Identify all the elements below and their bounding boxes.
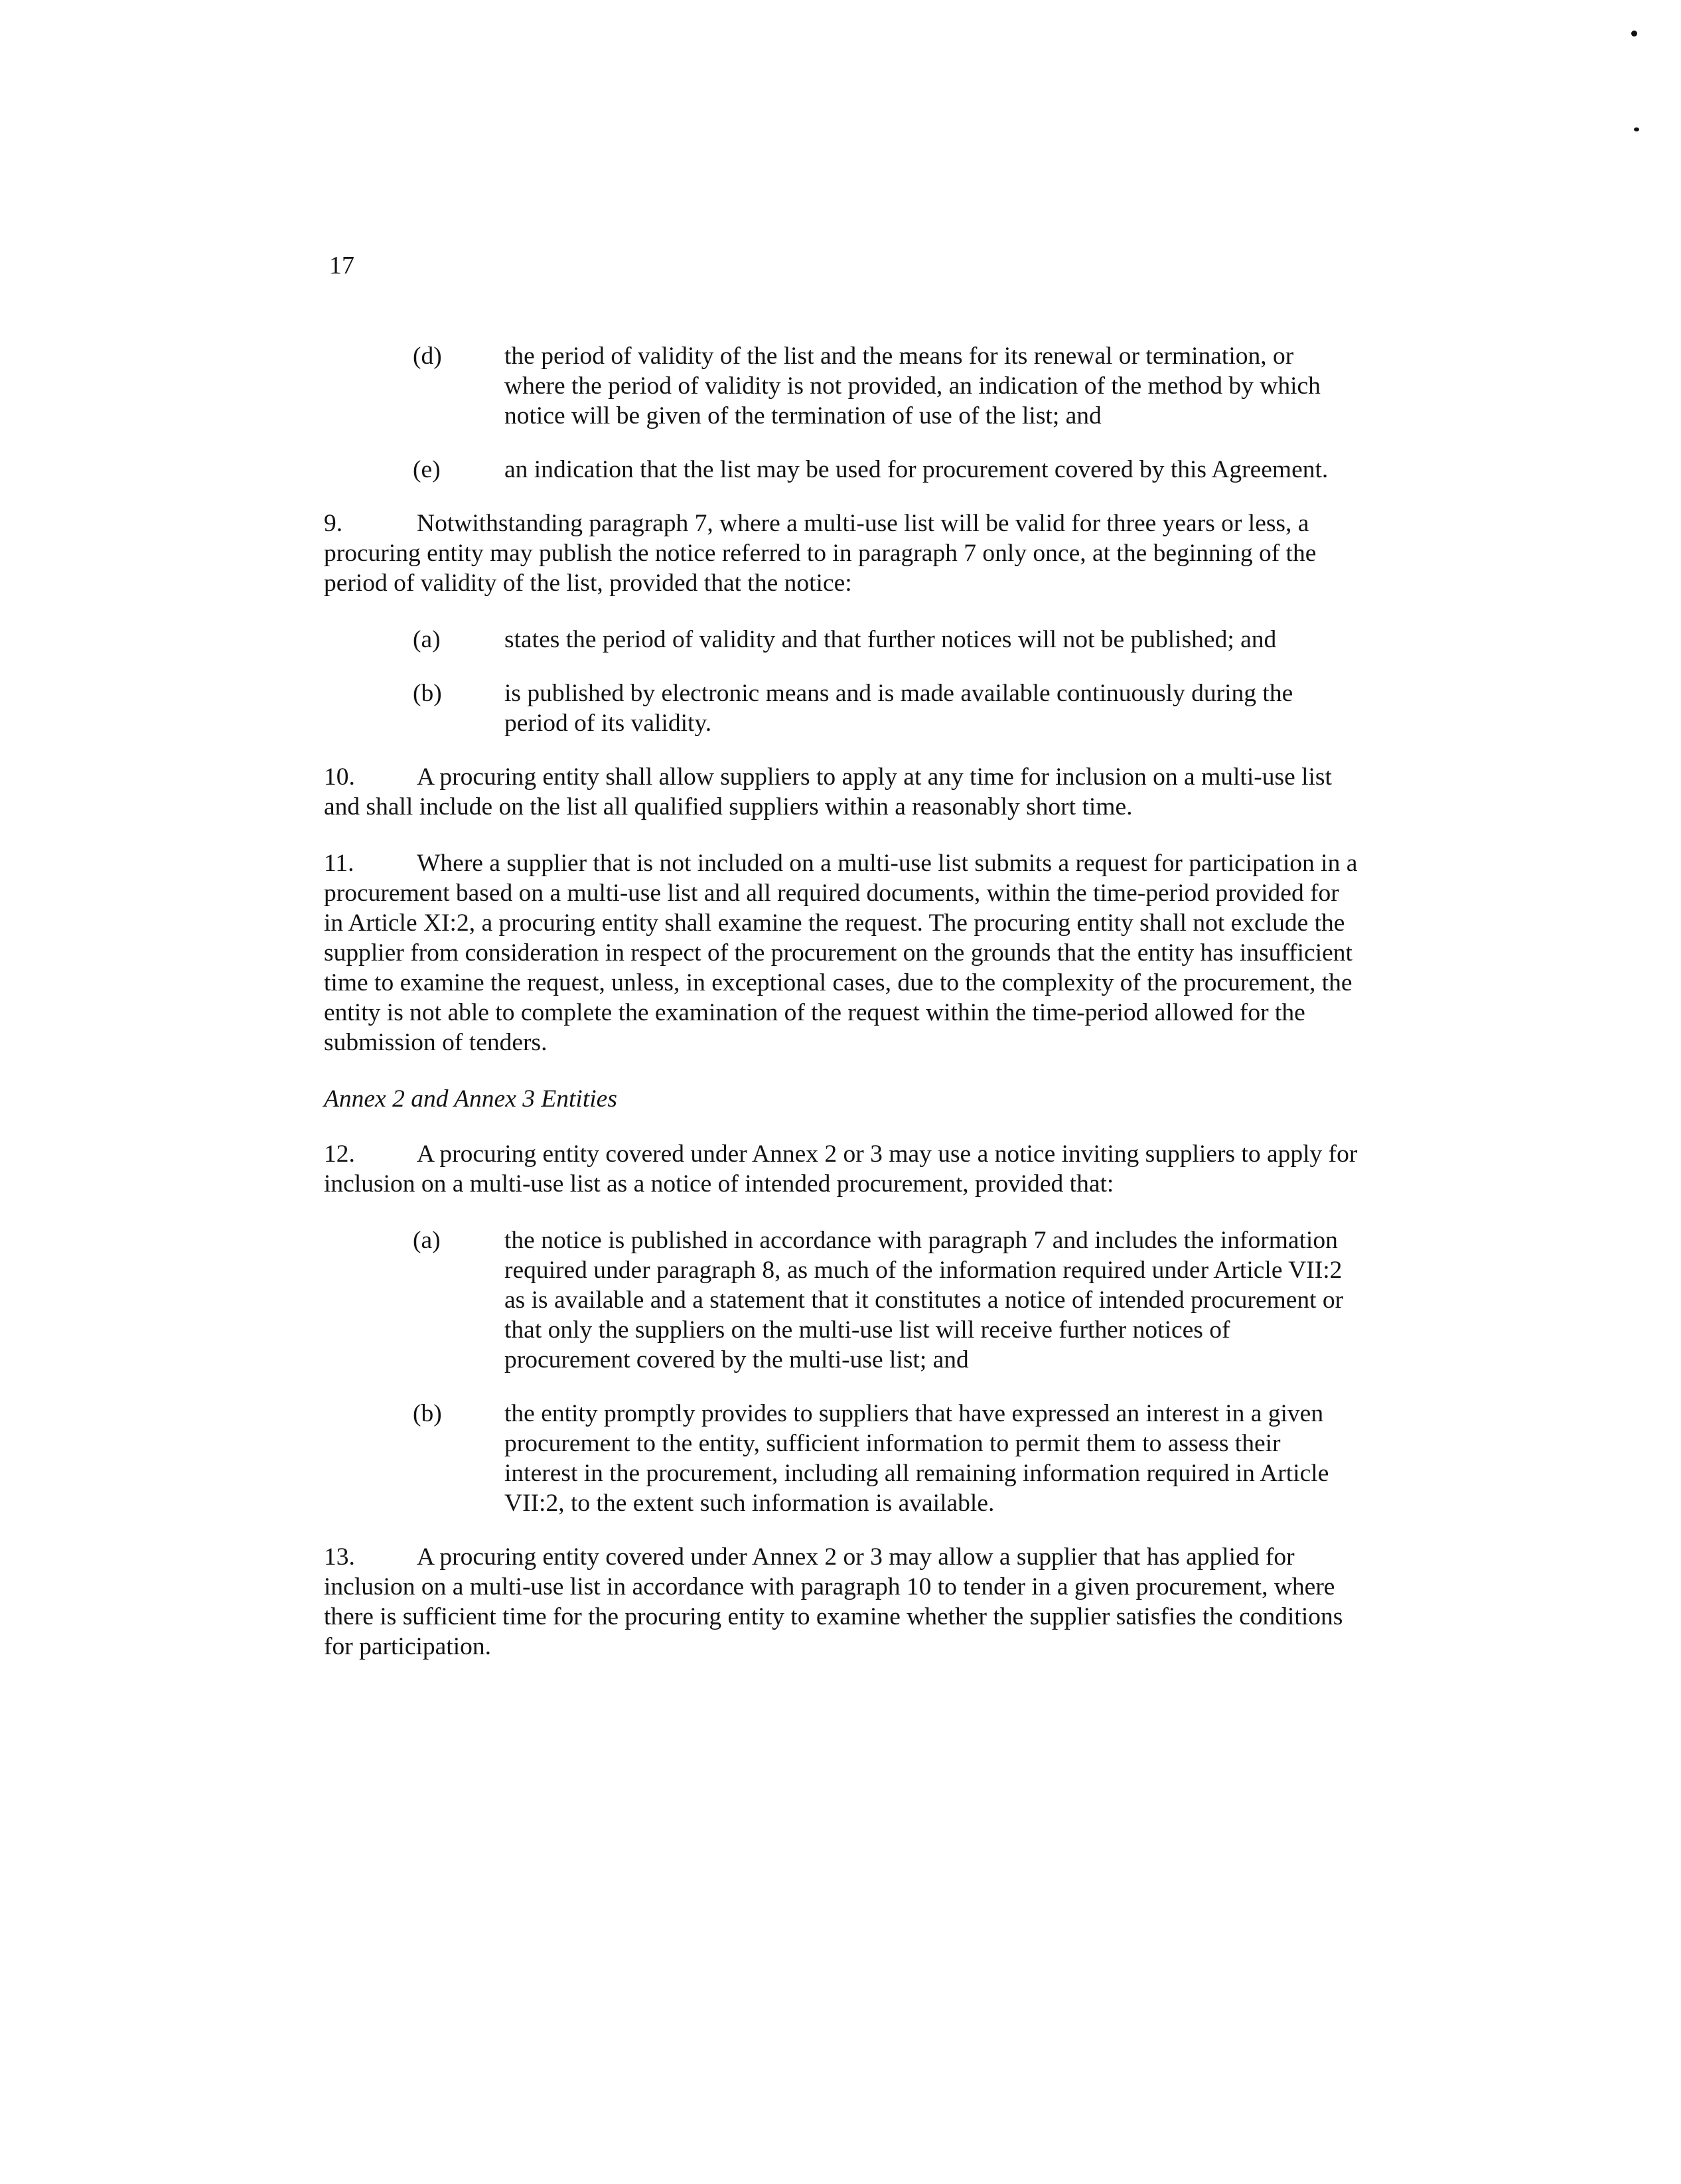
list-item-text: the entity promptly provides to suppliers that have expressed an interest in a given procurement to the entity, sufficient information to permit them to assess their interest in the procurement, including all remaining information required in Article VII:2, to the extent such information is available. — [504, 1400, 1329, 1517]
list-item-text: the period of validity of the list and the means for its renewal or termination, or where the period of validity is not provided, an indication of the method by which notice will be given of the termination of use of the list; and — [504, 343, 1321, 429]
section-heading: Annex 2 and Annex 3 Entities — [324, 1085, 617, 1113]
paragraph-number: 10. — [324, 763, 355, 791]
scan-speck-top — [1631, 31, 1637, 37]
paragraph-text: A procuring entity shall allow suppliers to apply at any time for inclusion on a multi-use list and shall include on the list all qualified suppliers within a reasonably short time. — [324, 763, 1332, 820]
paragraph-text: Notwithstanding paragraph 7, where a multi-use list will be valid for three years or less, a procuring entity may publish the notice referred to in paragraph 7 only once, at the beginning of the period of validity of the list, provided that the notice: — [324, 510, 1317, 597]
paragraph-9 — [324, 508, 1359, 598]
paragraph-number: 9. — [324, 510, 343, 537]
paragraph-number: 11. — [324, 850, 354, 877]
list-item-label: (b) — [413, 1400, 442, 1427]
list-item-label: (e) — [413, 456, 441, 483]
list-item-8d — [413, 341, 1359, 431]
document-body — [324, 341, 1359, 1688]
list-item-text: the notice is published in accordance with paragraph 7 and includes the information required under paragraph 8, as much of the information required under Article VII:2 as is available and a statement that it constitutes a notice of intended procurement or that only the suppliers on the multi-use list will receive further notices of procurement covered by the multi-use list; and — [504, 1227, 1344, 1373]
paragraph-number: 13. — [324, 1543, 355, 1571]
list-item-text: states the period of validity and that further notices will not be published; and — [504, 626, 1277, 653]
list-item-label: (d) — [413, 343, 442, 370]
list-item-9a — [413, 625, 1359, 655]
page-number: 17 — [329, 252, 354, 279]
paragraph-13 — [324, 1542, 1359, 1662]
scan-speck-bottom — [1634, 127, 1639, 131]
list-item-8e — [413, 455, 1359, 485]
paragraph-11 — [324, 848, 1359, 1057]
list-item-12a — [413, 1225, 1359, 1375]
paragraph-12 — [324, 1139, 1359, 1199]
paragraph-text: Where a supplier that is not included on a multi-use list submits a request for participation in a procurement based on a multi-use list and all required documents, within the time-period provided for in Article XI:2, a procuring entity shall examine the request. The procuring entity shall not exclude the supplier from consideration in respect of the procurement on the grounds that the entity has insufficient time to examine the request, unless, in exceptional cases, due to the complexity of the procurement, the entity is not able to complete the examination of the request within the time-period allowed for the submission of tenders. — [324, 850, 1358, 1056]
list-item-text: is published by electronic means and is made available continuously during the period of its validity. — [504, 680, 1293, 737]
list-item-9b — [413, 678, 1359, 738]
list-item-text: an indication that the list may be used for procurement covered by this Agreement. — [504, 456, 1329, 483]
paragraph-number: 12. — [324, 1140, 355, 1168]
paragraph-text: A procuring entity covered under Annex 2 or 3 may allow a supplier that has applied for inclusion on a multi-use list in accordance with paragraph 10 to tender in a given procurement, where there is sufficient time for the procuring entity to examine whether the supplier satisfies the conditions for participation. — [324, 1543, 1343, 1660]
list-item-label: (a) — [413, 626, 441, 653]
paragraph-10 — [324, 762, 1359, 822]
paragraph-text: A procuring entity covered under Annex 2 or 3 may use a notice inviting suppliers to apply for inclusion on a multi-use list as a notice of intended procurement, provided that: — [324, 1140, 1358, 1198]
list-item-label: (b) — [413, 680, 442, 707]
list-item-12b — [413, 1399, 1359, 1518]
list-item-label: (a) — [413, 1227, 441, 1254]
